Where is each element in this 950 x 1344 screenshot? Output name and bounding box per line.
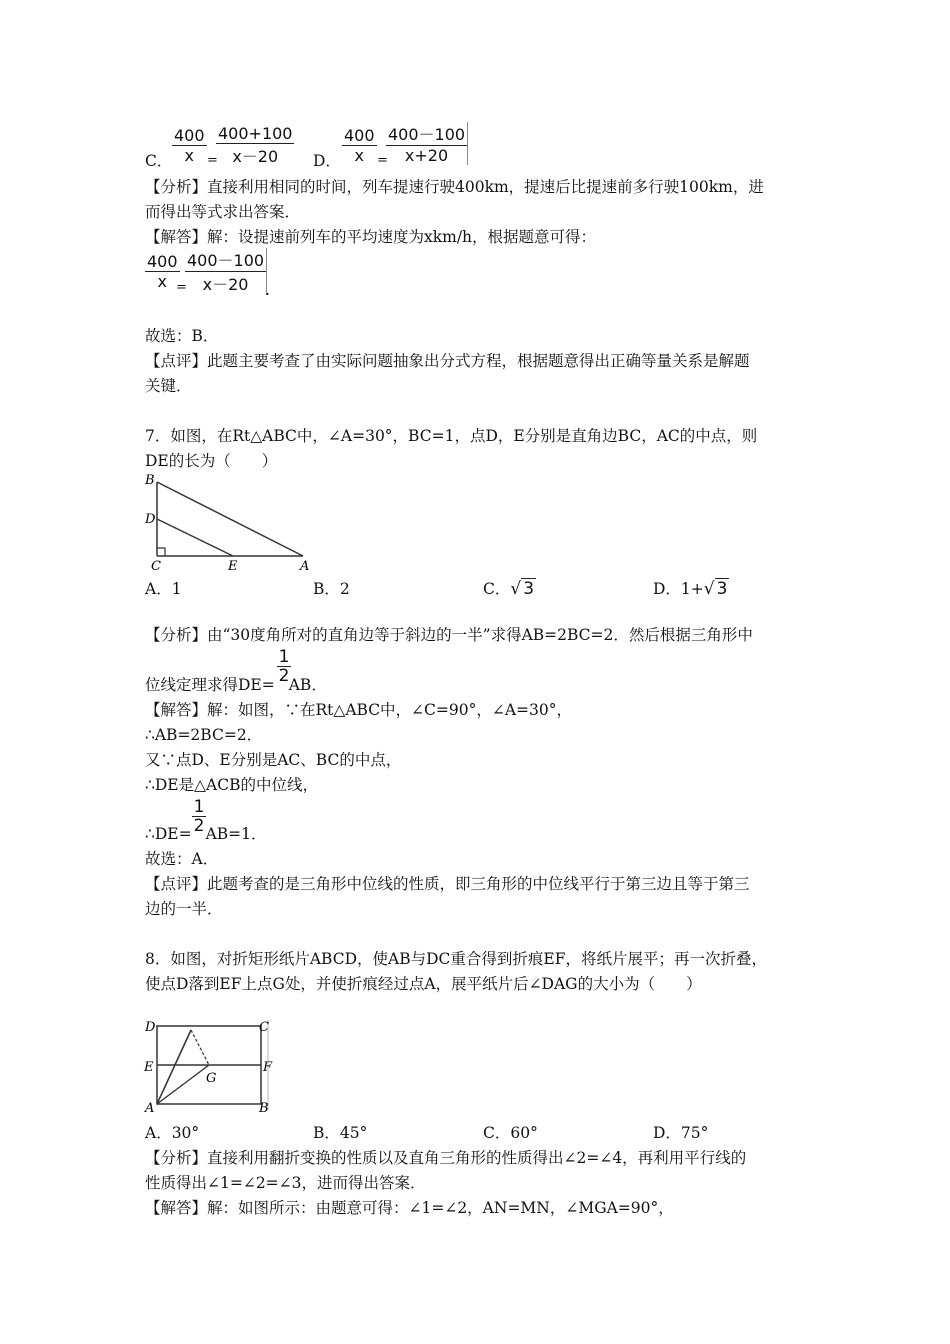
q7-solution-line-2: ∴AB=2BC=2． (145, 726, 263, 744)
q7-choice: 故选：A． (145, 850, 219, 868)
q6-option-d-lhs-fraction (342, 126, 377, 165)
fraction-denominator: x－20 (232, 147, 279, 166)
q7-triangle-figure (143, 472, 313, 572)
label-a: A (300, 559, 310, 572)
equals-sign: = (377, 153, 388, 168)
q6-solution-rhs-fraction (185, 248, 267, 295)
radicand: 3 (523, 579, 535, 599)
sqrt-expression: √ 3 (510, 579, 535, 599)
fraction-denominator: 2 (278, 666, 290, 686)
fraction-denominator: x (157, 272, 167, 291)
q8-stem-line-2: 使点D落到EF上点G处，并使折痕经过点A，展平纸片后∠DAG的大小为（ ） (145, 975, 702, 993)
q8-option-a: A．30° (145, 1124, 200, 1142)
text-segment: ∴DE= (145, 825, 192, 843)
label-c: C (151, 559, 161, 572)
fraction-denominator: x+20 (404, 146, 449, 165)
fraction-numerator: 400－100 (185, 248, 266, 272)
label-d: D (145, 512, 156, 527)
one-half-fraction (192, 798, 206, 835)
fraction-denominator: x－20 (202, 275, 249, 294)
q7-solution-line-1: 【解答】解：如图，∵在Rt△ABC中，∠C=90°，∠A=30°， (145, 701, 573, 719)
fraction-numerator: 400 (344, 126, 375, 145)
fraction-numerator: 400 (174, 126, 205, 145)
period: . (265, 281, 270, 299)
fraction-denominator: x (354, 146, 364, 165)
fraction-numerator: 400+100 (218, 124, 293, 143)
fraction-denominator: 2 (193, 816, 205, 836)
fraction-denominator: x (184, 146, 194, 165)
q8-option-b: B．45° (313, 1124, 368, 1142)
sqrt-expression: √ 3 (703, 579, 728, 599)
option-label: C． (483, 580, 511, 598)
fraction-numerator: 1 (193, 797, 205, 817)
label-a: A (145, 1101, 155, 1114)
label-b: B (145, 473, 155, 488)
side-ab (157, 482, 303, 556)
q6-option-c-label: C． (145, 152, 173, 170)
q6-comment-line-2: 关键． (145, 377, 192, 395)
equals-sign: = (207, 153, 218, 168)
text-segment: AB=1． (205, 825, 267, 843)
q6-analysis-line-2: 而得出等式求出答案． (145, 203, 301, 221)
q6-option-c-lhs-fraction (172, 126, 207, 165)
segment-de (157, 519, 233, 556)
q7-stem-line-2: DE的长为（ ） (145, 452, 278, 470)
label-e: E (144, 1060, 154, 1075)
q7-solution-line-4: ∴DE是△ACB的中位线， (145, 776, 318, 794)
q7-stem-line-1: 7．如图，在Rt△ABC中，∠A=30°，BC=1，点D，E分别是直角边BC，AC的中点，则 (145, 427, 758, 445)
q7-comment-line-2: 边的一半． (145, 900, 223, 918)
fraction-numerator: 400－100 (386, 122, 467, 146)
q7-option-a: A．1 (145, 580, 182, 598)
q6-option-c-rhs-fraction (216, 124, 294, 167)
label-c: C (259, 1020, 269, 1035)
text-segment: AB． (288, 676, 327, 694)
q6-comment-line-1: 【点评】此题主要考查了由实际问题抽象出分式方程，根据题意得出正确等量关系是解题 (145, 352, 750, 370)
q7-option-d (653, 578, 729, 600)
q8-analysis-line-2: 性质得出∠1=∠2=∠3，进而得出答案． (145, 1174, 426, 1192)
q7-analysis-line-2 (145, 674, 327, 696)
label-g: G (206, 1071, 217, 1086)
radicand: 3 (716, 579, 728, 599)
q6-analysis-line-1: 【分析】直接利用相同的时间，列车提速行驶400km，提速后比提速前多行驶100km，进 (145, 178, 764, 196)
right-angle-mark (157, 548, 165, 556)
q6-solution-lhs-fraction (145, 252, 180, 291)
dashed-segment-g (191, 1030, 209, 1065)
q6-solution-line-1: 【解答】解：设提速前列车的平均速度为xkm/h，根据题意可得： (145, 228, 597, 246)
fold-crease-a (157, 1030, 191, 1104)
q7-comment-line-1: 【点评】此题考查的是三角形中位线的性质，即三角形的中位线平行于第三边且等于第三 (145, 875, 750, 893)
label-d: D (145, 1020, 156, 1035)
label-b: B (259, 1101, 269, 1114)
text-segment: 位线定理求得DE= (145, 676, 275, 694)
q6-option-d-label: D． (313, 152, 341, 170)
equals-sign: = (176, 280, 187, 295)
q7-analysis-line-1: 【分析】由“30度角所对的直角边等于斜边的一半”求得AB=2BC=2．然后根据三角形中 (145, 626, 753, 644)
fraction-numerator: 400 (147, 252, 178, 271)
q8-analysis-line-1: 【分析】直接利用翻折变换的性质以及直角三角形的性质得出∠2=∠4，再利用平行线的 (145, 1149, 747, 1167)
fraction-numerator: 1 (278, 647, 290, 667)
one-half-fraction (277, 648, 291, 685)
q7-option-b: B．2 (313, 580, 350, 598)
q8-option-d: D．75° (653, 1124, 709, 1142)
q8-stem-line-1: 8．如图，对折矩形纸片ABCD，使AB与DC重合得到折痕EF，将纸片展平；再一次折叠， (145, 950, 767, 968)
label-f: F (263, 1060, 273, 1075)
q7-solution-line-3: 又∵点D、E分别是AC、BC的中点， (145, 751, 402, 769)
label-e: E (228, 559, 238, 572)
q8-solution-line-1: 【解答】解：如图所示：由题意可得：∠1=∠2，AN=MN，∠MGA=90°， (145, 1199, 674, 1217)
q7-option-c (483, 578, 536, 600)
q8-option-c: C．60° (483, 1124, 538, 1142)
q8-rectangle-figure (143, 1016, 278, 1114)
q6-option-d-rhs-fraction (386, 122, 468, 165)
q6-choice: 故选：B． (145, 327, 219, 345)
option-label: D．1+ (653, 580, 704, 598)
